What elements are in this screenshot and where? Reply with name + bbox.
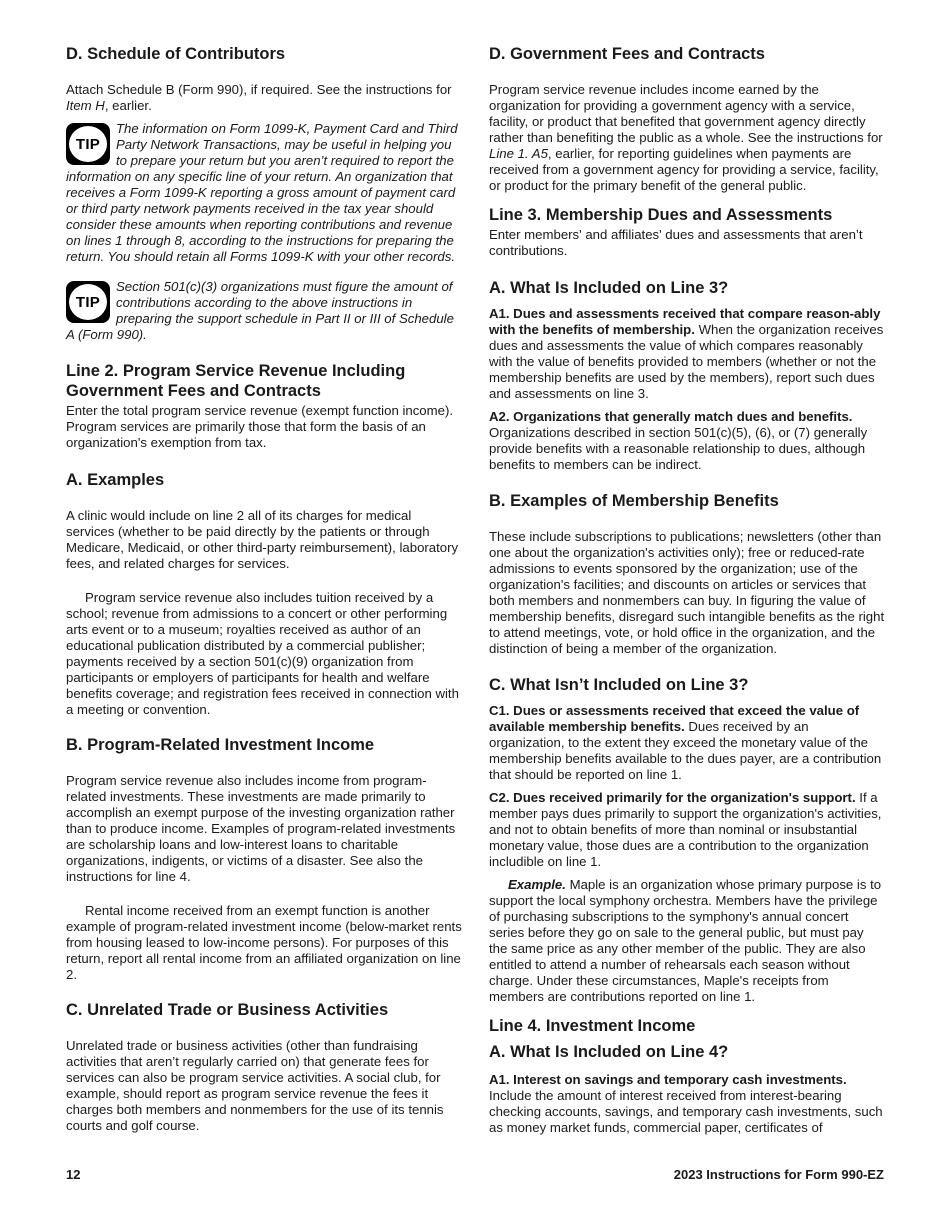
line3-title: Line 3. Membership Dues and Assessments (489, 206, 833, 224)
page-number: 12 (66, 1167, 81, 1182)
c2-paragraph: C2. Dues received primarily for the organization's support. If a member pays dues primarily to support the organization's activities, and not to obtain benefits of more than nominal or insubstantial monetary value, those dues are a contribution to the organization includible on line 1. (489, 790, 882, 869)
examples-paragraph-1: A clinic would include on line 2 all of its charges for medical services (whether to be paid directly by the patients or through Medicare, Medicaid, or other third-party reimbursement), laboratory fees, and related charges for services. (66, 508, 459, 571)
unrelated-paragraph: Unrelated trade or business activities (other than fundraising activities that aren’t regularly carried on) that generate fees for services can also be program service activities. A social club, for example, should report as program service revenue the fees it charges both members and nonmembers for the use of its tennis courts and golf course. (66, 1038, 444, 1133)
line3-intro: Enter members' and affiliates' dues and assessments that aren’t contributions. (489, 227, 863, 258)
tip-icon: TIP (66, 281, 110, 323)
section-b-investment-title: B. Program-Related Investment Income (66, 736, 375, 754)
line2-intro: Enter the total program service revenue (exempt function income). Program services are primarily those that form the basis of an organization's exemption from tax. (66, 403, 454, 450)
schedule-contributors-paragraph: Attach Schedule B (Form 990), if required. See the instructions for Item H, earlier. (66, 82, 452, 113)
left-column (66, 40, 462, 1134)
tip-box-1099k (66, 121, 462, 265)
line4-title: Line 4. Investment Income (489, 1017, 696, 1035)
line4-a1-paragraph: A1. Interest on savings and temporary cash investments. Include the amount of interest received from interest-bearing checking accounts, savings, and temporary cash investments, such as money market funds, commercial paper, certificates of (489, 1072, 883, 1135)
section-a-included-line3-title: A. What Is Included on Line 3? (489, 279, 729, 297)
footer-title: 2023 Instructions for Form 990-EZ (673, 1167, 884, 1182)
section-a-examples-title: A. Examples (66, 471, 165, 489)
tip-box-501c3 (66, 279, 462, 343)
tip-text-501c3: Section 501(c)(3) organizations must figure the amount of contributions according to the above instructions in preparing the support schedule in Part II or III of Schedule A (Form 990). (66, 279, 454, 342)
example-paragraph: Example. Maple is an organization whose primary purpose is to support the local symphony orchestra. Members have the privilege of purchasing subscriptions to the symphony's annual concert series before they go on sale to the general public, but must pay the same price as any other member of the public. They are also entitled to attend a number of rehearsals each season without charge. Under these circumstances, Maple's receipts from members are contributions reported on line 1. (489, 877, 882, 1004)
a2-paragraph: A2. Organizations that generally match dues and benefits. Organizations described in section 501(c)(5), (6), or (7) generally provide benefits with a reasonable relationship to dues, although benefits to members can be indirect. (489, 409, 868, 472)
membership-benefits-paragraph: These include subscriptions to publications; newsletters (other than one about the organization's activities only); free or reduced-rate admissions to events sponsored by the organization; use of the organization's facilities; and discounts on articles or services that both members and nonmembers can buy. In figuring the value of membership benefits, disregard such intangible benefits as the right to attend meetings, vote, or hold office in the organization, and the distinction of being a member of the organization. (489, 529, 885, 656)
line2-title: Line 2. Program Service Revenue Including Government Fees and Contracts (66, 362, 406, 400)
investment-paragraph-1: Program service revenue also includes income from program-related investments. These investments are made primarily to accomplish an exempt purpose of the investing organization rather than to produce income. Examples of program-related investments are scholarship loans and low-interest loans to charitable organizations, indigents, or victims of a disaster. See also the instructions for line 4. (66, 773, 456, 884)
section-d-government-title: D. Government Fees and Contracts (489, 45, 765, 63)
examples-paragraph-2: Program service revenue also includes tuition received by a school; revenue from admissions to a concert or other performing arts event or to a museum; royalties received as author of an educational publication distributed by a commercial publisher; payments received by a section 501(c)(9) organization from participants or employers of participants for health and welfare benefits coverage; and registration fees received in connection with a meeting or convention. (66, 590, 459, 717)
government-fees-paragraph: Program service revenue includes income earned by the organization for providing a government agency with a service, facility, or product that benefited that government agency directly rather than benefiting the public as a whole. See the instructions for Line 1. A5, earlier, for reporting guidelines when payments are received from a government agency for providing a service, facility, or product for the primary benefit of the general public. (489, 82, 883, 193)
a1-paragraph: A1. Dues and assessments received that compare reason-ably with the benefits of membership. When the organization receives dues and assessments the value of which compares reasonably with the value of benefits provided to members (whether or not the membership benefits are used by the members), report such dues and assessments on line 3. (489, 306, 884, 401)
section-a-included-line4-title: A. What Is Included on Line 4? (489, 1043, 729, 1061)
section-c-not-included-title: C. What Isn’t Included on Line 3? (489, 676, 749, 694)
investment-paragraph-2: Rental income received from an exempt function is another example of program-related investment income (below-market rents from housing leased to low-income persons). For purposes of this return, report all rental income from an affiliated organization on line 2. (66, 903, 462, 982)
tip-text-1099k: The information on Form 1099-K, Payment Card and Third Party Network Transactions, may be useful in helping you to prepare your return but you aren’t required to report the information on any specific line of your return. An organization that receives a Form 1099-K reporting a gross amount of payment card or third party network payments received in the tax year should consider these amounts when reporting contributions and revenue on lines 1 through 8, according to the instructions for preparing the return. You should retain all Forms 1099-K with your other records. (66, 121, 458, 264)
right-column (489, 40, 885, 1136)
section-b-membership-benefits-title: B. Examples of Membership Benefits (489, 492, 779, 510)
tip-icon: TIP (66, 123, 110, 165)
c1-paragraph: C1. Dues or assessments received that exceed the value of available membership benefits. Dues received by an organization, to the extent they exceed the monetary value of the membership benefits available to the dues payer, are a contribution that should be reported on line 1. (489, 703, 882, 782)
section-d-schedule-title: D. Schedule of Contributors (66, 45, 286, 63)
section-c-unrelated-title: C. Unrelated Trade or Business Activities (66, 1001, 389, 1019)
